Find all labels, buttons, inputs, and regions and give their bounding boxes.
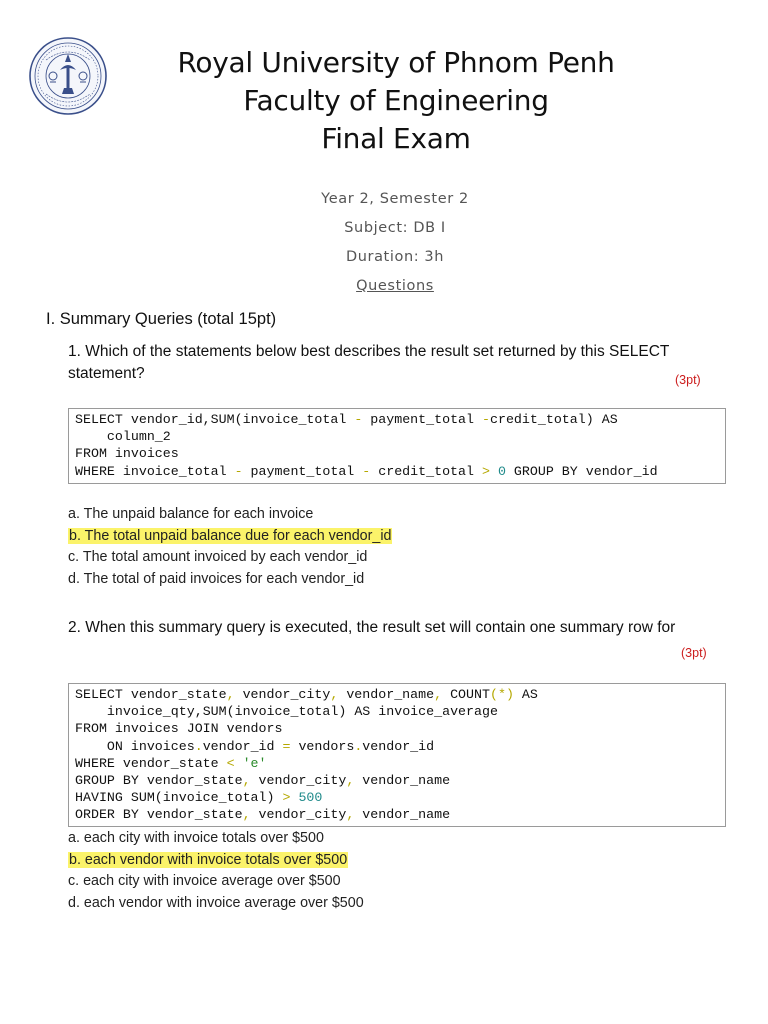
question-1-number: 1. <box>68 343 81 360</box>
code-token: WHERE vendor_state <box>75 755 227 771</box>
code-token: ) <box>585 412 594 427</box>
code-token: 'e' <box>242 755 267 771</box>
code-token: AS <box>593 412 618 427</box>
code-token: vendor_name <box>354 773 451 789</box>
code-token: invoice_total <box>242 412 355 427</box>
question-2-options <box>68 828 364 914</box>
code-line <box>75 806 719 823</box>
answer-option <box>68 569 392 591</box>
code-token: invoice_total <box>234 704 339 720</box>
exam-title <box>0 44 768 158</box>
answer-option <box>68 893 364 915</box>
code-token: ON invoices <box>75 738 195 754</box>
code-token: , <box>434 687 443 702</box>
code-token: , <box>346 773 355 789</box>
code-token: payment_total <box>362 412 482 427</box>
code-token: vendor_id <box>202 738 283 754</box>
code-token: invoice_qty <box>75 704 195 720</box>
answer-option-text: d. The total of paid invoices for each vendor_id <box>68 570 365 587</box>
title-exam: Final Exam <box>321 122 471 155</box>
code-line <box>75 789 719 806</box>
code-token: ( <box>489 687 498 702</box>
code-line <box>75 755 719 772</box>
code-token: AS invoice_average <box>346 704 498 720</box>
code-line <box>75 686 719 703</box>
code-token: - <box>362 463 371 479</box>
code-token: , <box>194 704 203 720</box>
code-token: vendor_name <box>354 807 451 823</box>
meta-year: Year 2, Semester 2 <box>321 191 469 207</box>
code-token: SUM <box>202 704 227 720</box>
code-token: invoice_total <box>162 790 267 806</box>
code-token: ) <box>505 687 514 702</box>
code-token: FROM invoices <box>75 446 179 462</box>
answer-option-text: b. each vendor with invoice totals over $500 <box>69 851 348 868</box>
code-token: vendor_city <box>234 687 331 702</box>
title-university: Royal University of Phnom Penh <box>177 46 615 79</box>
code-token: vendor_name <box>338 687 435 702</box>
code-token: SELECT vendor_state <box>75 687 227 702</box>
code-token: > <box>282 790 291 806</box>
answer-option <box>68 547 392 569</box>
question-1-text <box>68 341 728 385</box>
code-token: vendor_id <box>362 738 435 754</box>
answer-option <box>68 526 392 548</box>
code-token: AS <box>513 687 538 702</box>
code-token: , <box>202 412 211 427</box>
title-faculty: Faculty of Engineering <box>243 84 549 117</box>
code-token: HAVING SUM <box>75 790 155 806</box>
question-1-points: (3pt) <box>675 373 701 387</box>
code-token: SELECT vendor_id <box>75 412 203 427</box>
code-token: SUM <box>210 412 235 427</box>
code-token: = <box>282 738 291 754</box>
code-token: ( <box>226 704 235 720</box>
code-token: vendors <box>290 738 355 754</box>
code-token: ( <box>234 412 243 427</box>
question-2-code-block <box>68 683 726 827</box>
code-token: . <box>194 738 203 754</box>
question-2-points: (3pt) <box>681 646 707 660</box>
code-line <box>75 720 719 737</box>
code-token: ORDER BY vendor_state <box>75 807 243 823</box>
code-token: ( <box>154 790 163 806</box>
code-token: vendor_city <box>250 807 347 823</box>
code-line <box>75 463 719 480</box>
questions-link[interactable]: Questions <box>356 278 434 294</box>
code-token: 500 <box>298 790 323 806</box>
question-1-code-block <box>68 408 726 484</box>
code-token: column_2 <box>75 429 171 445</box>
code-token: GROUP BY vendor_id <box>505 463 658 479</box>
answer-option-text: d. each vendor with invoice average over $500 <box>68 894 364 911</box>
code-token: , <box>346 807 355 823</box>
code-token: - <box>482 412 490 427</box>
meta-subject: Subject: DB I <box>344 220 446 236</box>
answer-option-text: c. each city with invoice average over $500 <box>68 873 341 889</box>
code-token: COUNT <box>442 687 490 702</box>
question-2-text <box>68 617 728 639</box>
code-line <box>75 428 719 445</box>
code-token: 0 <box>497 463 506 479</box>
answer-option-text: c. The total amount invoiced by each vendor_id <box>68 549 368 565</box>
answer-option-text: b. The total unpaid balance due for each vendor_id <box>69 527 392 544</box>
code-token: , <box>242 807 251 823</box>
code-token: credit_total <box>370 463 482 479</box>
question-1-body: Which of the statements below best describes the result set returned by this SELECT statement? <box>68 343 670 382</box>
code-token: FROM invoices JOIN vendors <box>75 721 283 737</box>
section-heading: I. Summary Queries (total 15pt) <box>46 310 277 328</box>
code-token: - <box>234 463 243 479</box>
code-token: . <box>354 738 363 754</box>
code-line <box>75 703 719 720</box>
code-token: ) <box>266 790 275 806</box>
code-token <box>490 464 498 479</box>
answer-option-text: a. each city with invoice totals over $500 <box>68 830 324 846</box>
code-token: - <box>354 412 363 427</box>
question-1-options <box>68 504 392 590</box>
code-line <box>75 772 719 789</box>
code-token: * <box>497 687 506 702</box>
meta-duration: Duration: 3h <box>345 249 445 265</box>
code-token: < <box>226 755 235 771</box>
code-token <box>235 756 243 771</box>
answer-option <box>68 828 364 850</box>
code-token: , <box>226 687 235 702</box>
question-2-number: 2. <box>68 619 81 636</box>
code-token: , <box>330 687 339 702</box>
code-line <box>75 738 719 755</box>
exam-meta <box>0 187 768 303</box>
code-token: vendor_city <box>250 773 347 789</box>
code-token: > <box>481 463 490 479</box>
code-token: WHERE invoice_total <box>75 463 235 479</box>
code-token: ) <box>338 704 347 720</box>
answer-option <box>68 871 364 893</box>
code-token: GROUP BY vendor_state <box>75 773 243 789</box>
answer-option <box>68 850 364 872</box>
question-2-body: When this summary query is executed, the result set will contain one summary row for <box>80 619 676 636</box>
code-token: payment_total <box>242 463 363 479</box>
code-line <box>75 411 719 428</box>
answer-option-text: a. The unpaid balance for each invoice <box>68 506 314 522</box>
code-token: , <box>242 773 251 789</box>
code-line <box>75 445 719 462</box>
answer-option <box>68 504 392 526</box>
code-token: credit_total <box>489 412 586 427</box>
